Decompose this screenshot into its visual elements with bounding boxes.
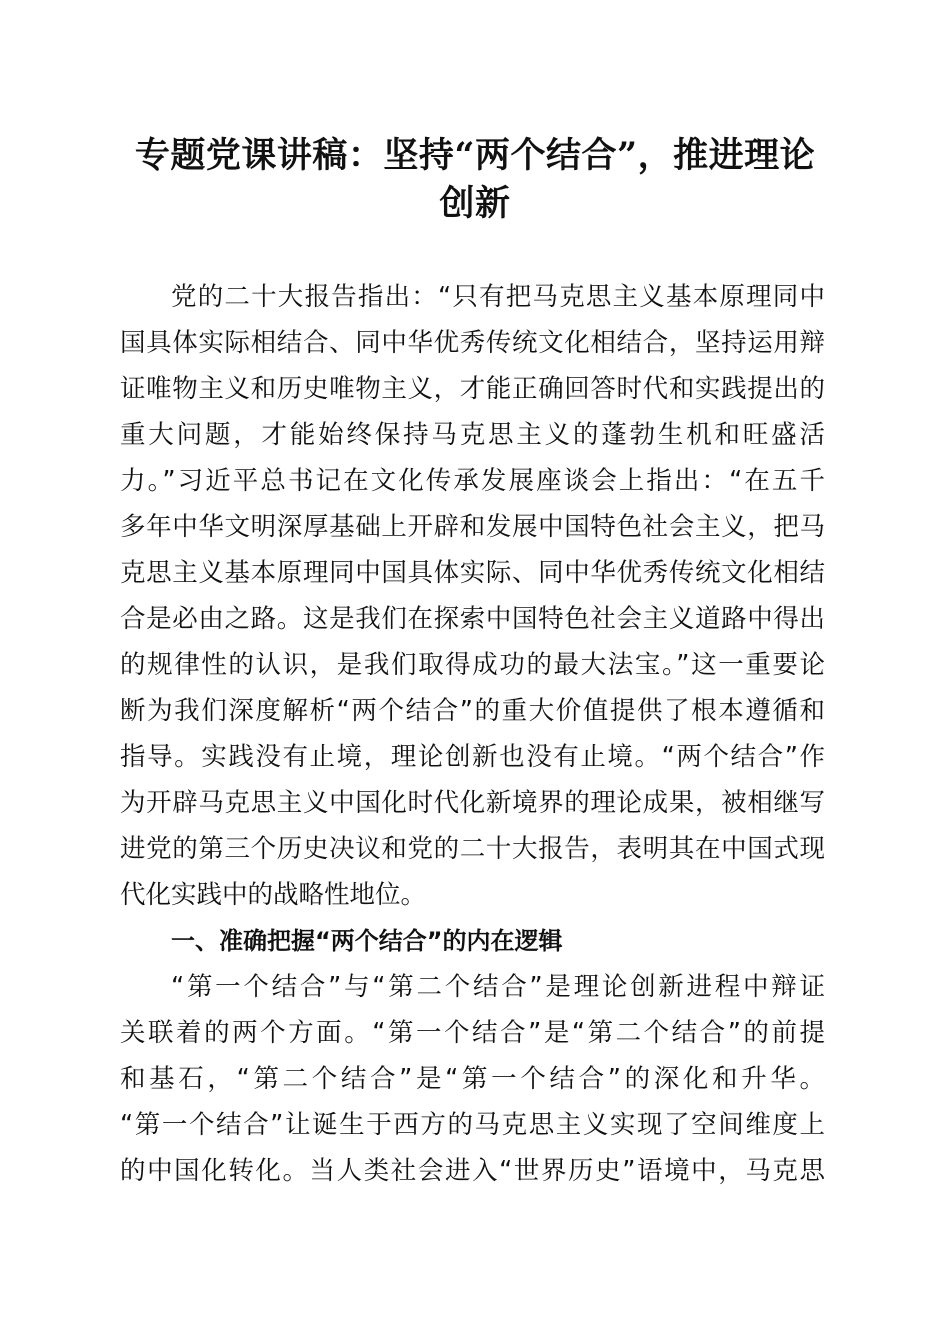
text-line: 指导。实践没有止境，理论创新也没有止境。“两个结合”作 <box>120 742 825 772</box>
page-title <box>110 132 840 228</box>
text-line: 进党的第三个历史决议和党的二十大报告，表明其在中国式现 <box>120 834 825 864</box>
text-line: 的规律性的认识，是我们取得成功的最大法宝。”这一重要论 <box>120 650 825 680</box>
title-line: 创新 <box>439 183 511 224</box>
text-line: 的中国化转化。当人类社会进入“世界历史”语境中，马克思 <box>120 1156 825 1186</box>
text-line: 关联着的两个方面。“第一个结合”是“第二个结合”的前提 <box>120 1018 825 1048</box>
text-line: 国具体实际相结合、同中华优秀传统文化相结合，坚持运用辩 <box>120 328 825 358</box>
paragraph-1 <box>120 274 825 918</box>
section-heading: 一、准确把握“两个结合”的内在逻辑 <box>171 927 563 955</box>
paragraph-2 <box>120 964 825 1194</box>
text-line: 和基石，“第二个结合”是“第一个结合”的深化和升华。 <box>120 1064 825 1094</box>
text-line: 合是必由之路。这是我们在探索中国特色社会主义道路中得出 <box>120 604 825 634</box>
text-line: 为开辟马克思主义中国化时代化新境界的理论成果，被相继写 <box>120 788 825 818</box>
text-line: 克思主义基本原理同中国具体实际、同中华优秀传统文化相结 <box>120 558 825 588</box>
text-line: 重大问题，才能始终保持马克思主义的蓬勃生机和旺盛活 <box>120 420 825 450</box>
text-line: 多年中华文明深厚基础上开辟和发展中国特色社会主义，把马 <box>120 512 825 542</box>
text-line: “第一个结合”与“第二个结合”是理论创新进程中辩证 <box>171 972 825 1002</box>
text-line: “第一个结合”让诞生于西方的马克思主义实现了空间维度上 <box>120 1110 825 1140</box>
text-line: 断为我们深度解析“两个结合”的重大价值提供了根本遵循和 <box>120 696 825 726</box>
document-body <box>120 274 825 1194</box>
text-line: 代化实践中的战略性地位。 <box>120 880 427 910</box>
text-line: 党的二十大报告指出：“只有把马克思主义基本原理同中 <box>171 282 825 312</box>
title-line: 专题党课讲稿：坚持“两个结合”，推进理论 <box>134 135 816 176</box>
text-line: 证唯物主义和历史唯物主义，才能正确回答时代和实践提出的 <box>120 374 825 404</box>
text-line: 力。”习近平总书记在文化传承发展座谈会上指出：“在五千 <box>120 466 825 496</box>
